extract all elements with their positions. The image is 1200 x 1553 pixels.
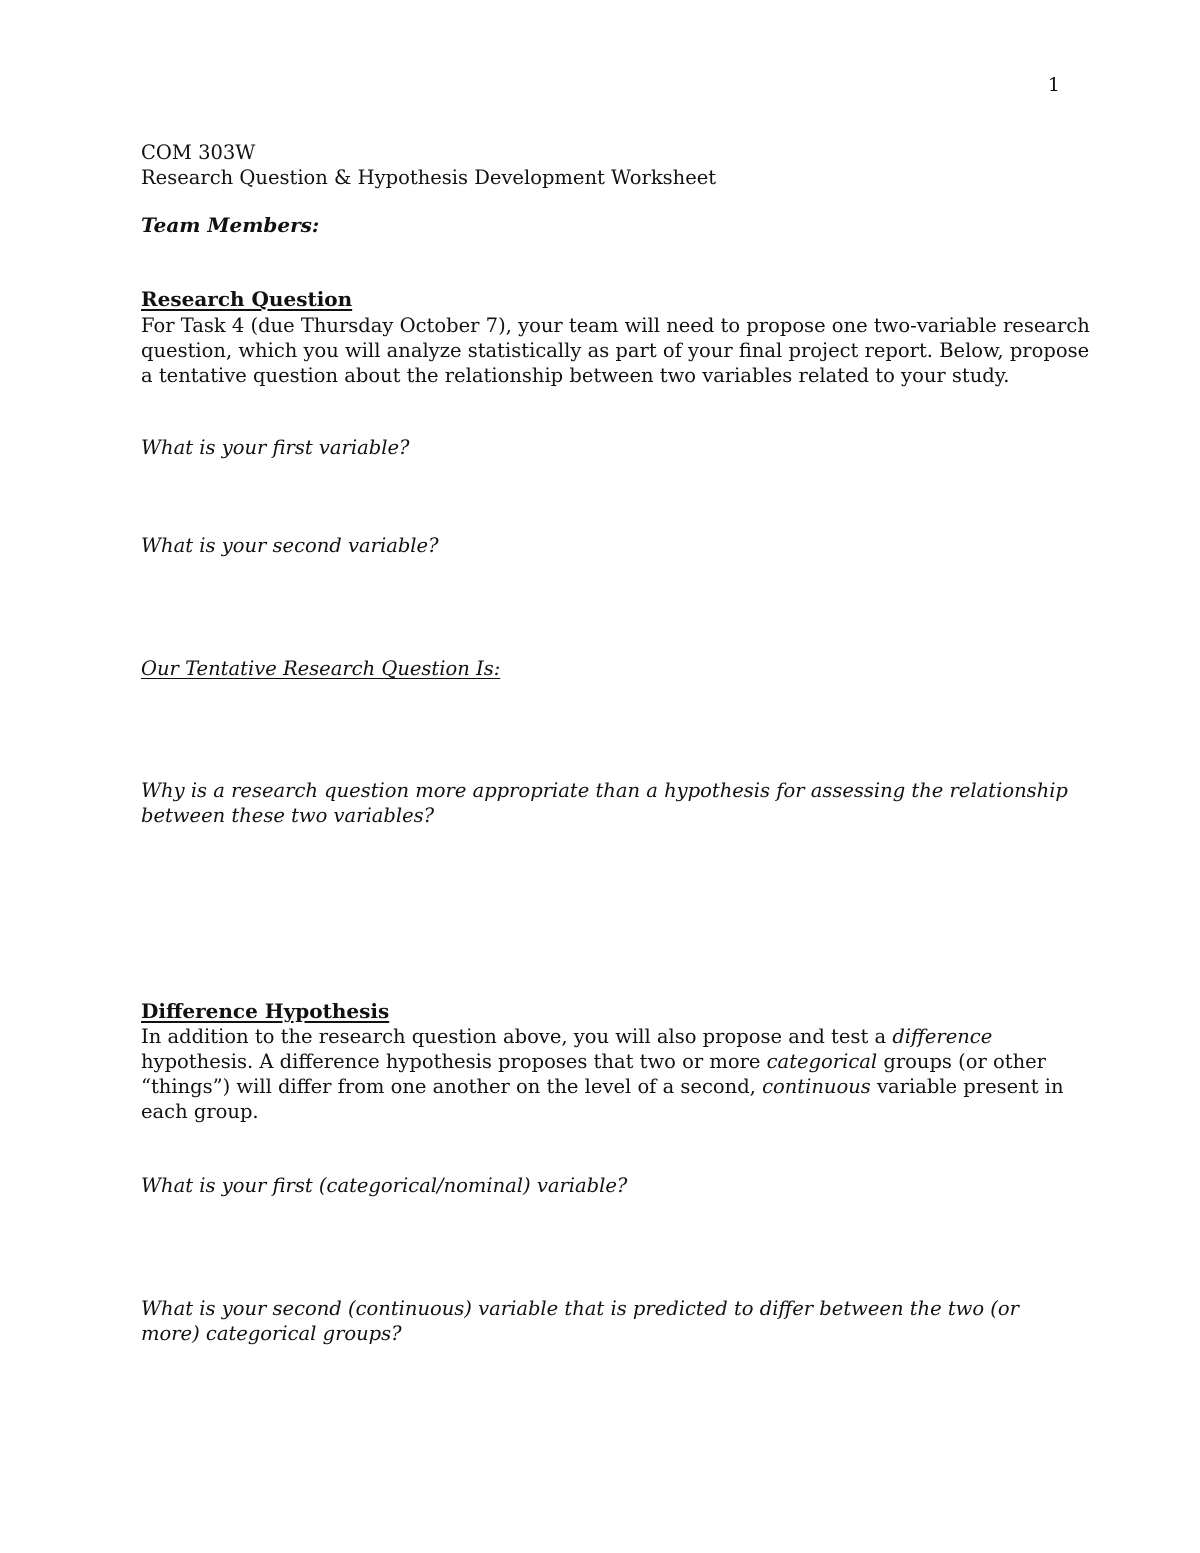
why-research-question — [141, 778, 1068, 828]
course-code: COM 303W — [141, 141, 256, 164]
paragraph-line: a tentative question about the relationship between two variables related to your study. — [141, 364, 1010, 387]
paragraph-line: In addition to the research question above, you will also propose and test a difference — [141, 1025, 993, 1048]
difference-hypothesis-heading: Difference Hypothesis — [141, 999, 390, 1023]
paragraph-line: question, which you will analyze statistically as part of your final project report. Below, propose — [141, 339, 1090, 362]
continuous-variable-question — [141, 1296, 1061, 1346]
document-header — [141, 141, 1061, 190]
question-line: What is your second (continuous) variable that is predicted to differ between the two (or — [141, 1297, 1019, 1320]
page-number: 1 — [1047, 74, 1060, 96]
research-question-heading: Research Question — [141, 287, 353, 311]
paragraph-line: hypothesis. A difference hypothesis proposes that two or more categorical groups (or other — [141, 1050, 1046, 1073]
worksheet-title: Research Question & Hypothesis Development Worksheet — [141, 165, 717, 189]
tentative-question-label-text: Our Tentative Research Question Is: — [141, 657, 501, 680]
team-members-label: Team Members: — [141, 213, 320, 237]
categorical-variable-question: What is your first (categorical/nominal) variable? — [141, 1174, 628, 1197]
difference-hypothesis-paragraph — [141, 1024, 1064, 1124]
paragraph-line: each group. — [141, 1100, 259, 1123]
second-variable-question: What is your second variable? — [141, 534, 439, 557]
paragraph-line: For Task 4 (due Thursday October 7), your team will need to propose one two-variable research — [141, 314, 1090, 337]
question-line: between these two variables? — [141, 804, 435, 827]
question-line: more) categorical groups? — [141, 1322, 402, 1345]
tentative-question-label — [141, 656, 1061, 681]
first-variable-question: What is your first variable? — [141, 436, 410, 459]
research-question-paragraph — [141, 313, 1090, 388]
question-line: Why is a research question more appropriate than a hypothesis for assessing the relationship — [141, 779, 1068, 802]
paragraph-line: “things”) will differ from one another on the level of a second, continuous variable present in — [141, 1075, 1064, 1098]
